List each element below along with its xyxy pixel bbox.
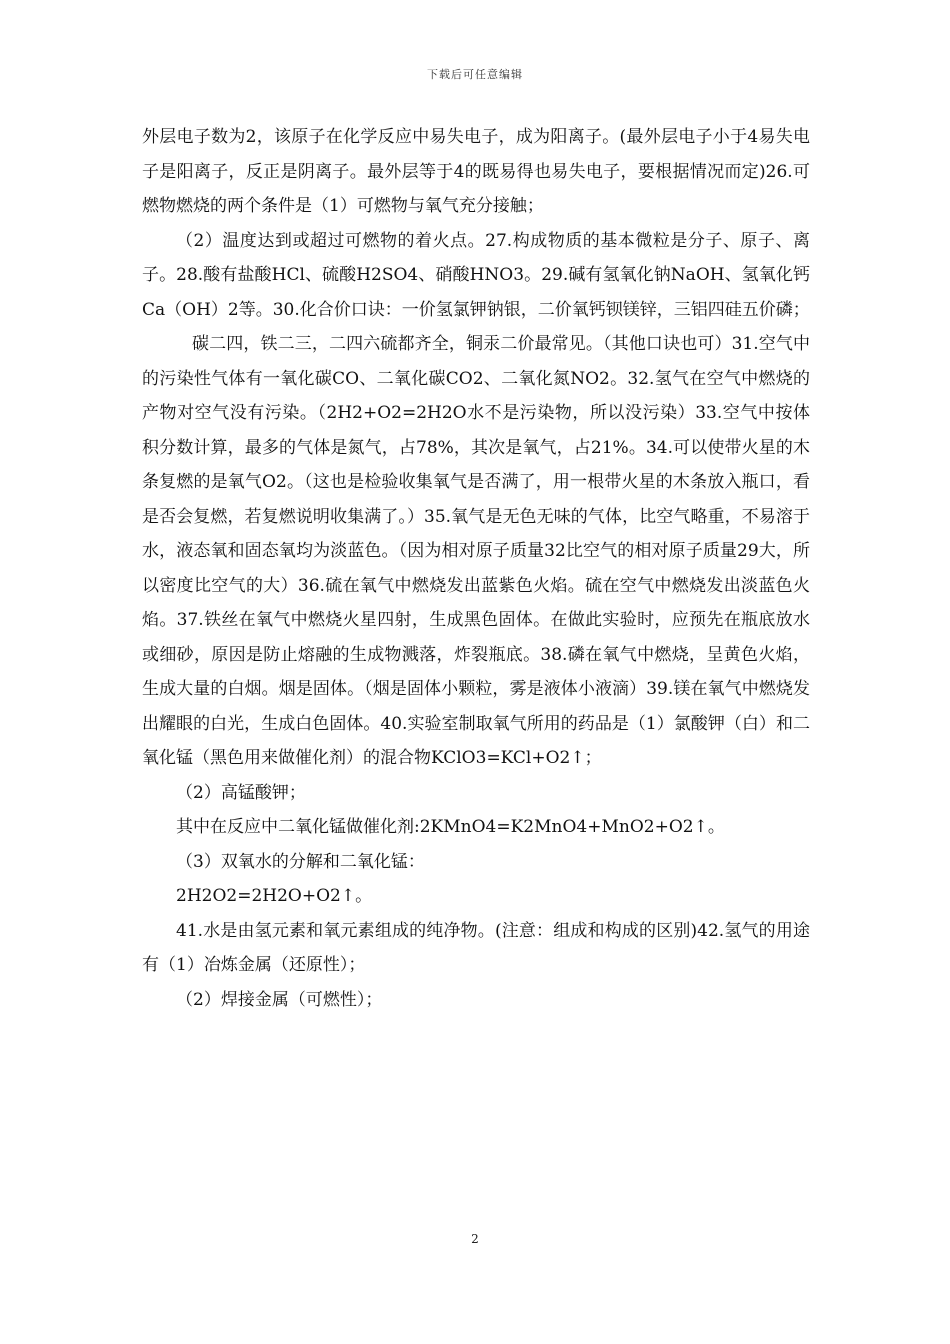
page-number: 2 xyxy=(471,1232,479,1246)
paragraph: 其中在反应中二氧化锰做催化剂:2KMnO4=K2MnO4+MnO2+O2↑。 xyxy=(176,817,725,837)
paragraph: 碳二四，铁二三，二四六硫都齐全，铜汞二价最常见。（其他口诀也可）31.空气中的污染性气体有一氧化碳CO、二氧化碳CO2、二氧化氮NO2。32.氢气在空气中燃烧的产物对空气没有污染。（2H2+O2=2H2O水不是污染物，所以没污染）33.空气中按体积分数计算，最多的气体是氮气，占78%，其次是氧气，占21%。34.可以使带火星的木条复燃的是氧气O2。（这也是检验收集氧气是否满了，用一根带火星的木条放入瓶口，看是否会复燃，若复燃说明收集满了。）35.氧气是无色无味的气体，比空气略重，不易溶于水，液态氧和固态氧均为淡蓝色。（因为相对原子质量32比空气的相对原子质量29大，所以密度比空气的大）36.硫在氧气中燃烧发出蓝紫色火焰。硫在空气中燃烧发出淡蓝色火焰。37.铁丝在氧气中燃烧火星四射，生成黑色固体。在做此实验时，应预先在瓶底放水或细砂，原因是防止熔融的生成物溅落，炸裂瓶底。38.磷在氧气中燃烧，呈黄色火焰，生成大量的白烟。烟是固体。（烟是固体小颗粒，雾是液体小液滴）39.镁在氧气中燃烧发出耀眼的白光，生成白色固体。40.实验室制取氧气所用的药品是（1）氯酸钾（白）和二氧化锰（黑色用来做催化剂）的混合物KClO3=KCl+O2↑； xyxy=(142,334,810,768)
paragraph: 41.水是由氢元素和氧元素组成的纯净物。(注意：组成和构成的区别)42.氢气的用途有（1）冶炼金属（还原性）； xyxy=(142,920,810,975)
document-body xyxy=(142,120,810,1017)
paragraph: （2）焊接金属（可燃性）； xyxy=(176,989,383,1010)
paragraph: 外层电子数为2，该原子在化学反应中易失电子，成为阳离子。(最外层电子小于4易失电子是阳离子，反正是阴离子。最外层等于4的既易得也易失电子，要根据情况而定)26.可燃物燃烧的两个条件是（1）可燃物与氧气充分接触； xyxy=(142,127,810,216)
paragraph: （3）双氧水的分解和二氧化锰： xyxy=(176,851,425,872)
paragraph: 2H2O2=2H2O+O2↑。 xyxy=(176,886,373,906)
paragraph: （2）高锰酸钾； xyxy=(176,782,306,803)
paragraph: （2）温度达到或超过可燃物的着火点。27.构成物质的基本微粒是分子、原子、离子。28.酸有盐酸HCl、硫酸H2SO4、硝酸HNO3。29.碱有氢氧化钠NaOH、氢氧化钙Ca（OH）2等。30.化合价口诀：一价氢氯钾钠银，二价氧钙钡镁锌，三铝四硅五价磷； xyxy=(142,230,810,320)
page-header: 下载后可任意编辑 xyxy=(427,68,523,81)
